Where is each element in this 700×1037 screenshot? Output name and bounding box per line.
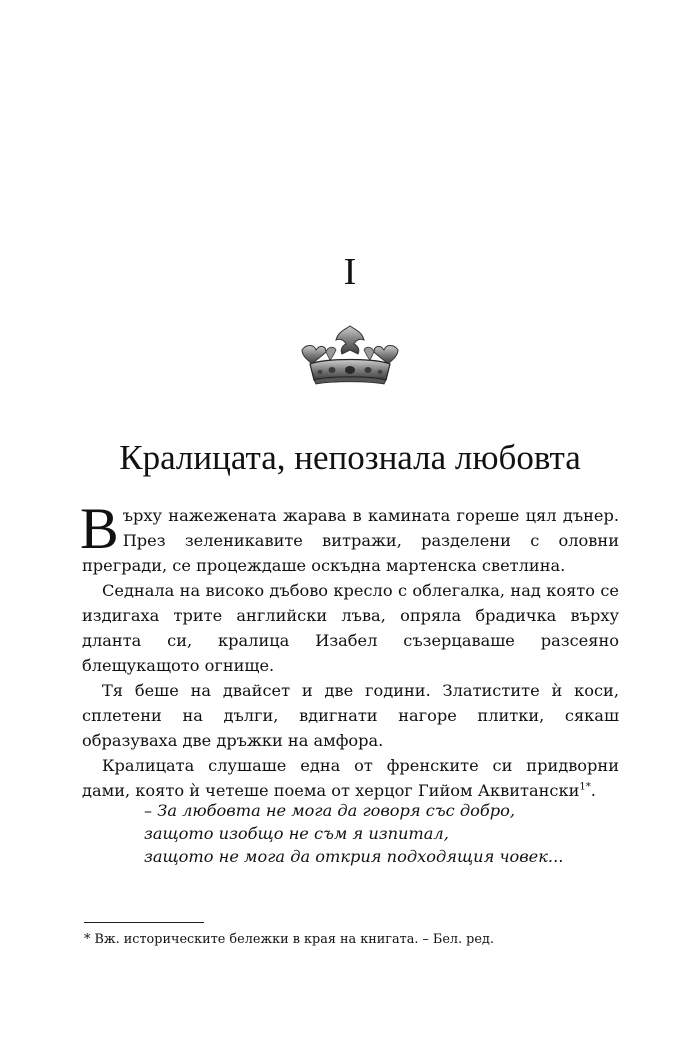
paragraph-4-end: . [590, 781, 596, 800]
paragraph-4 [82, 753, 619, 803]
poem-line: – За любовта не мога да говоря със добро, [144, 801, 515, 820]
drop-cap: В [80, 496, 119, 561]
paragraph-3: Тя беше на двайсет и две години. Златистите ѝ коси, сплетени на дълги, вдигнати нагоре плитки, сякаш образуваха две дръжки на амфора. [82, 681, 619, 750]
paragraph-1 [80, 496, 619, 578]
crown-icon [296, 320, 404, 390]
chapter-number: I [343, 251, 357, 293]
poem-quote [144, 799, 614, 868]
poem-line: защото не мога да открия подходящия човек... [144, 847, 564, 866]
paragraph-4-text: Кралицата слушаше една от френските си придворни дами, която ѝ четеше поема от херцог Гийом Аквитански [82, 756, 619, 800]
footnote-marker: 1* [579, 781, 591, 793]
chapter-title: Кралицата, непознала любовта [119, 438, 581, 477]
paragraph-2: Седнала на високо дъбово кресло с облегалка, над която се издигаха трите английски лъва, опряла брадичка върху дланта си, кралица Изабел съзерцаваше разсеяно блещукащото огнище. [82, 581, 619, 675]
poem-line: защото изобщо не съм я изпитал, [144, 824, 449, 843]
footnote-divider [84, 922, 204, 923]
paragraph-1-text: ърху нажежената жарава в камината гореше цял дънер. През зеленикавите витражи, разделени с оловни прегради, се процеждаше оскъдна мартенска светлина. [82, 506, 619, 575]
chapter-body [80, 496, 619, 803]
footnote: * Вж. историческите бележки в края на книгата. – Бел. ред. [84, 932, 494, 947]
